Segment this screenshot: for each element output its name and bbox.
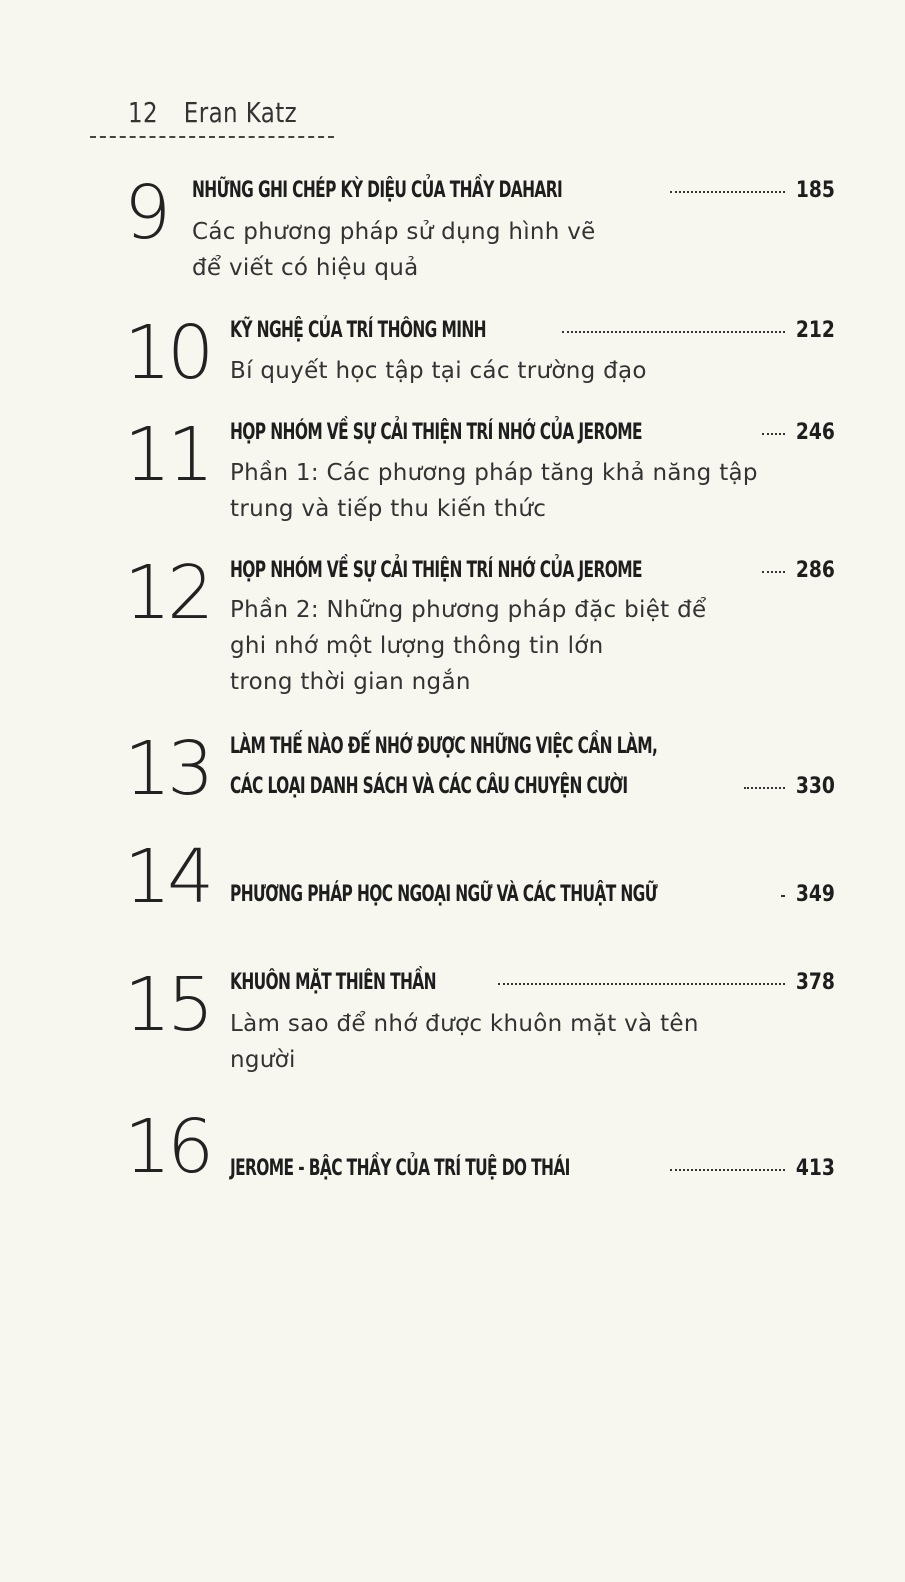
chapter-number: 13 [124, 726, 211, 812]
chapter-title: KỸ NGHỆ CỦA TRÍ THÔNG MINH [230, 318, 486, 343]
title-first-line [230, 734, 778, 759]
dot-leader [562, 331, 785, 333]
subtitle-line: trung và tiếp thu kiến thức [230, 496, 547, 522]
title-row [230, 970, 835, 1002]
header-page-number: 12 [128, 96, 159, 129]
dot-leader [670, 191, 785, 193]
title-row [230, 420, 835, 452]
title-row [230, 558, 835, 590]
subtitle-line: Phần 2: Những phương pháp đặc biệt để [230, 597, 707, 623]
chapter-page: 212 [795, 318, 835, 343]
chapter-number: 12 [124, 550, 211, 636]
subtitle-line: Bí quyết học tập tại các trường đạo [230, 358, 647, 384]
title-row [230, 1156, 835, 1188]
title-row [230, 882, 835, 914]
chapter-subtitle [230, 353, 647, 389]
subtitle-line: ghi nhớ một lượng thông tin lớn [230, 633, 604, 659]
header-author: Eran Katz [183, 96, 298, 129]
chapter-number: 10 [124, 310, 211, 396]
dot-leader [762, 571, 785, 573]
chapter-number: 16 [124, 1104, 211, 1190]
dot-leader [498, 983, 785, 985]
chapter-title: HỌP NHÓM VỀ SỰ CẢI THIỆN TRÍ NHỚ CỦA JEROME [230, 558, 642, 583]
title-row [230, 774, 835, 806]
chapter-title: HỌP NHÓM VỀ SỰ CẢI THIỆN TRÍ NHỚ CỦA JEROME [230, 420, 642, 445]
dot-leader [670, 1169, 785, 1171]
header-divider [90, 136, 334, 138]
chapter-subtitle [230, 592, 706, 700]
chapter-subtitle [192, 214, 596, 286]
subtitle-line: Phần 1: Các phương pháp tăng khả năng tập [230, 460, 758, 486]
dot-leader [744, 787, 786, 789]
chapter-number: 11 [124, 412, 211, 498]
running-header [128, 96, 297, 129]
title-row [230, 318, 835, 350]
subtitle-line: Làm sao để nhớ được khuôn mặt và tên [230, 1011, 699, 1037]
chapter-subtitle [230, 1006, 699, 1078]
chapter-title-line1: LÀM THẾ NÀO ĐỂ NHỚ ĐƯỢC NHỮNG VIỆC CẦN LÀM, [230, 734, 658, 759]
chapter-page: 185 [795, 178, 835, 203]
chapter-page: 349 [795, 882, 835, 907]
subtitle-line: người [230, 1047, 296, 1073]
subtitle-line: trong thời gian ngắn [230, 669, 471, 695]
chapter-title: CÁC LOẠI DANH SÁCH VÀ CÁC CÂU CHUYỆN CƯỜI [230, 774, 628, 799]
chapter-number: 15 [124, 962, 211, 1048]
chapter-page: 330 [795, 774, 835, 799]
title-row [192, 178, 835, 210]
subtitle-line: để viết có hiệu quả [192, 255, 419, 281]
chapter-subtitle [230, 455, 758, 527]
chapter-page: 286 [795, 558, 835, 583]
dot-leader [781, 895, 785, 897]
subtitle-line: Các phương pháp sử dụng hình vẽ [192, 219, 596, 245]
chapter-number: 9 [124, 170, 168, 256]
chapter-page: 378 [795, 970, 835, 995]
chapter-page: 413 [795, 1156, 835, 1181]
chapter-page: 246 [795, 420, 835, 445]
dot-leader [762, 433, 785, 435]
chapter-title: NHỮNG GHI CHÉP KỲ DIỆU CỦA THẦY DAHARI [192, 178, 563, 203]
chapter-title: KHUÔN MẶT THIÊN THẦN [230, 970, 436, 995]
chapter-title: PHƯƠNG PHÁP HỌC NGOẠI NGỮ VÀ CÁC THUẬT NGỮ [230, 882, 658, 907]
chapter-number: 14 [124, 834, 211, 920]
chapter-title: JEROME - BẬC THẦY CỦA TRÍ TUỆ DO THÁI [230, 1156, 570, 1181]
